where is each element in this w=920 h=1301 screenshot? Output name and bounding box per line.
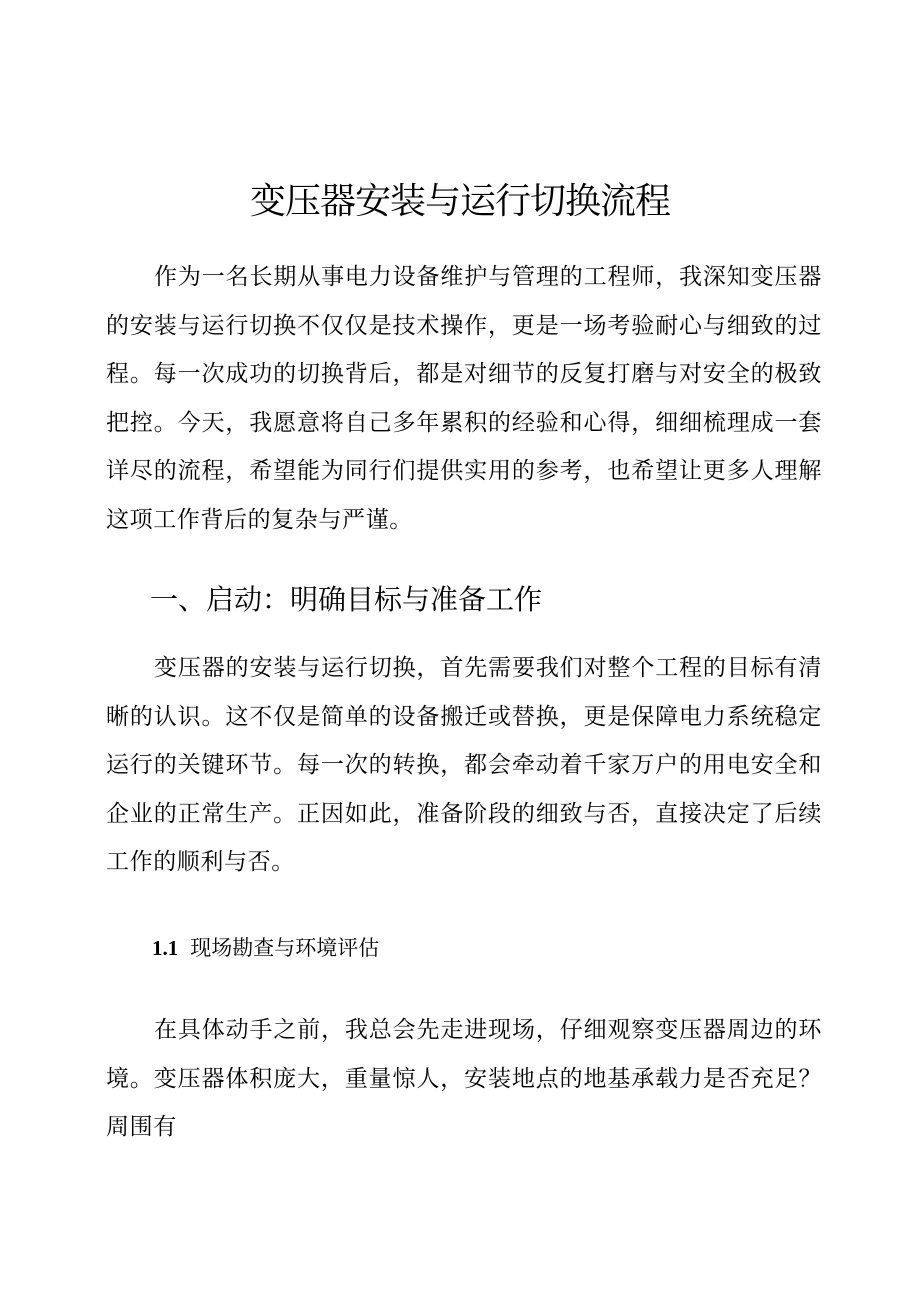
subsection-title: 现场勘查与环境评估 xyxy=(190,936,380,960)
subsection-number: 1.1 xyxy=(152,936,179,960)
subsection-heading xyxy=(152,930,379,966)
section-paragraph: 变压器的安装与运行切换，首先需要我们对整个工程的目标有清晰的认识。这不仅是简单的设备搬迁或替换，更是保障电力系统稳定运行的关键环节。每一次的转换，都会牵动着千家万户的用电安全和企业的正常生产。正因如此，准备阶段的细致与否，直接决定了后续工作的顺利与否。 xyxy=(106,655,822,875)
document-title: 变压器安装与运行切换流程 xyxy=(249,181,670,222)
intro-paragraph: 作为一名长期从事电力设备维护与管理的工程师，我深知变压器的安装与运行切换不仅仅是技术操作，更是一场考验耐心与细致的过程。每一次成功的切换背后，都是对细节的反复打磨与对安全的极致把控。今天，我愿意将自己多年累积的经验和心得，细细梳理成一套详尽的流程，希望能为同行们提供实用的参考，也希望让更多人理解这项工作背后的复杂与严谨。 xyxy=(106,264,822,533)
subsection-paragraph: 在具体动手之前，我总会先走进现场，仔细观察变压器周边的环境。变压器体积庞大，重量惊人，安装地点的地基承载力是否充足？周围有 xyxy=(106,1017,822,1140)
section-heading: 一、启动：明确目标与准备工作 xyxy=(150,583,543,616)
